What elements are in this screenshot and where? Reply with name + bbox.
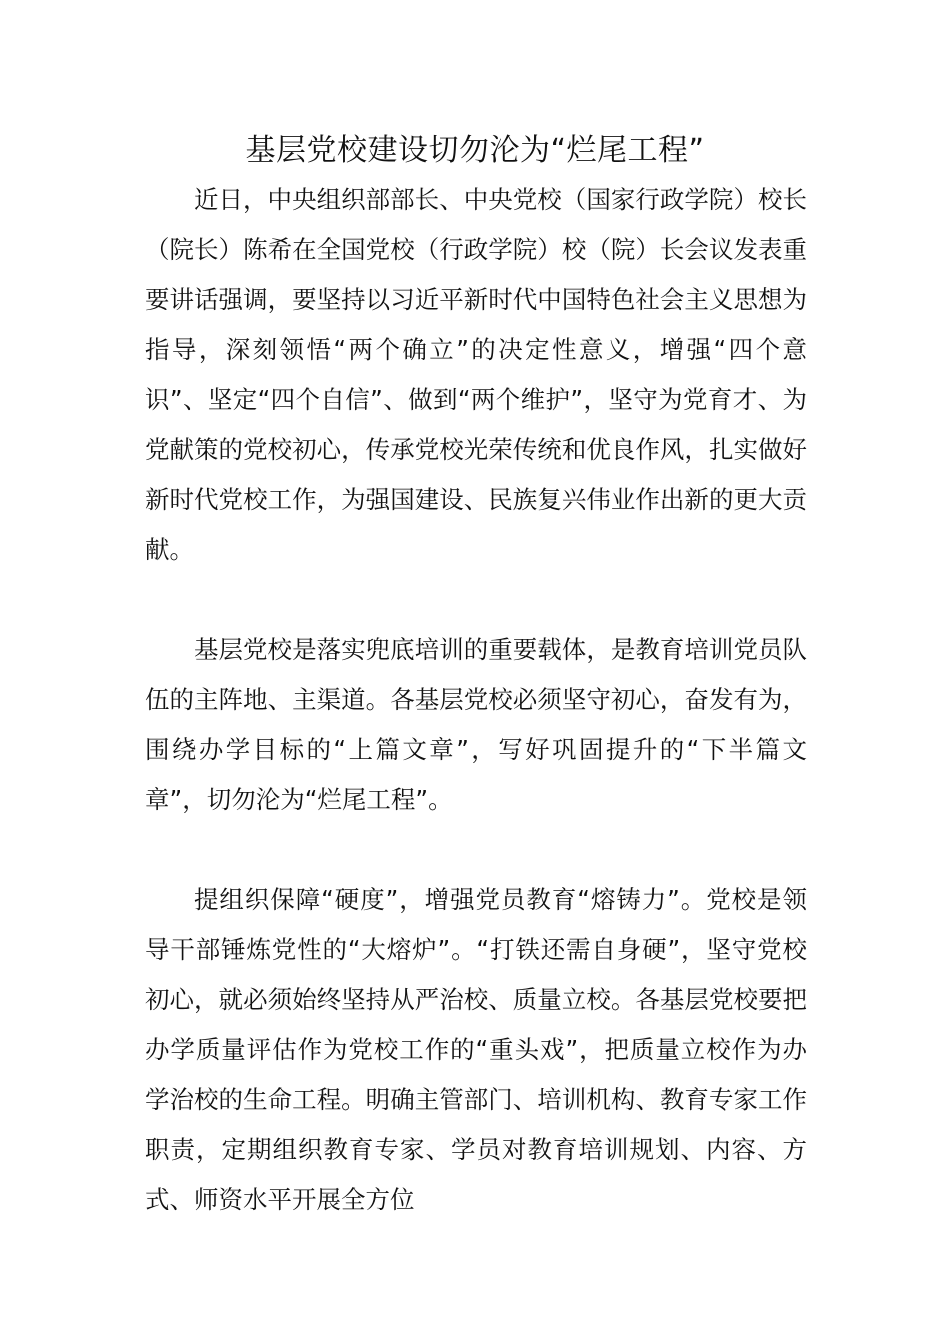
document-title: 基层党校建设切勿沦为“烂尾工程” bbox=[245, 133, 705, 168]
paragraph-1: 近日，中央组织部部长、中央党校（国家行政学院）校长（院长）陈希在全国党校（行政学院）校（院）长会议发表重要讲话强调，要坚持以习近平新时代中国特色社会主义思想为指导，深刻领悟“两个确立”的决定性意义，增强“四个意识”、坚定“四个自信”、做到“两个维护”，坚守为党育才、为党献策的党校初心，传承党校光荣传统和优良作风，扎实做好新时代党校工作，为强国建设、民族复兴伟业作出新的更大贡献。 bbox=[145, 185, 807, 564]
paragraph-2: 基层党校是落实兜底培训的重要载体，是教育培训党员队伍的主阵地、主渠道。各基层党校必须坚守初心，奋发有为，围绕办学目标的“上篇文章”，写好巩固提升的“下半篇文章”，切勿沦为“烂尾工程”。 bbox=[145, 635, 807, 814]
document-body bbox=[145, 175, 807, 1275]
paragraph-3: 提组织保障“硬度”，增强党员教育“熔铸力”。党校是领导干部锤炼党性的“大熔炉”。“打铁还需自身硬”，坚守党校初心，就必须始终坚持从严治校、质量立校。各基层党校要把办学质量评估作为党校工作的“重头戏”，把质量立校作为办学治校的生命工程。明确主管部门、培训机构、教育专家工作职责，定期组织教育专家、学员对教育培训规划、内容、方式、师资水平开展全方位 bbox=[145, 885, 807, 1214]
